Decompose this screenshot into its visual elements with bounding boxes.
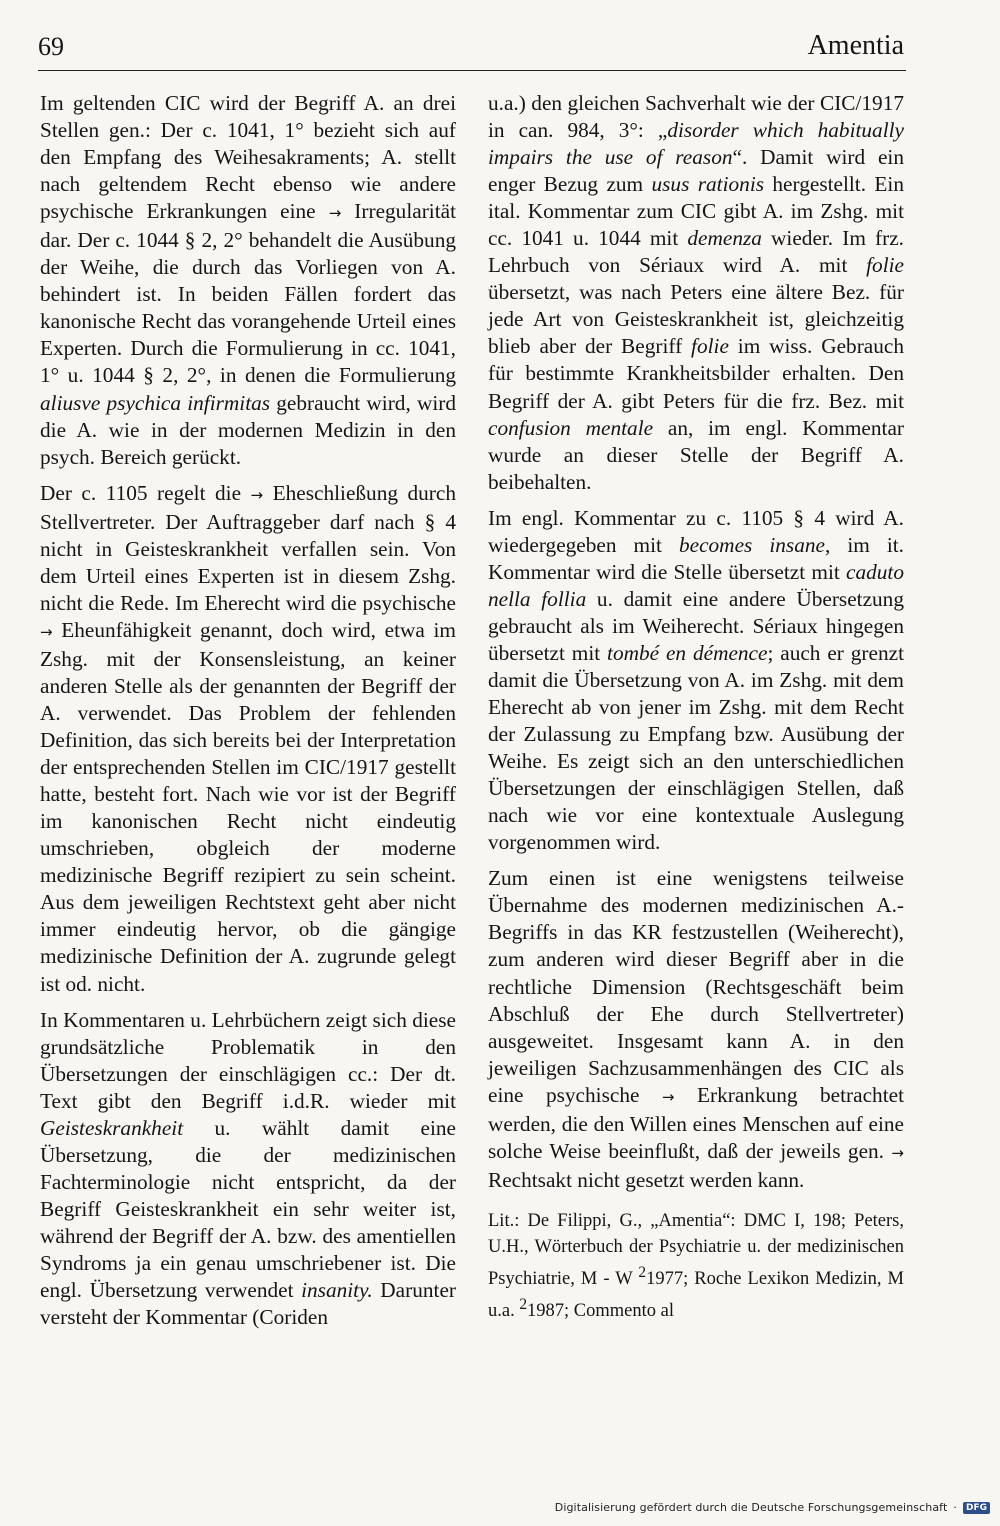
edition-superscript: 2 <box>519 1296 528 1314</box>
text-run: u.a.) den gleichen Sachverhalt wie der CIC/1917 in can. 984, 3°: „ <box>488 91 904 143</box>
paragraph <box>488 505 904 857</box>
text-run: hergestellt. Ein ital. Kommentar zum CIC gibt A. im Zshg. mit cc. 1041 u. 1044 mit <box>488 172 904 251</box>
italic-term: becomes insane <box>678 532 825 557</box>
text-run: 1977; Roche Lexikon Medizin, M u.a. <box>488 1269 904 1322</box>
italic-term: caduto nella follia <box>488 559 904 611</box>
text-run: an, im engl. Kommentar wurde an dieser Stelle der Begriff A. beibehalten. <box>488 415 904 494</box>
italic-term: aliusve psychica infirmitas <box>40 390 271 415</box>
text-run: gebraucht wird, wird die A. wie in der modernen Medizin in den psych. Bereich gerückt. <box>40 390 456 469</box>
text-run: Im engl. Kommentar zu c. 1105 § 4 wird A. wiedergegeben mit <box>488 505 904 557</box>
italic-term: insanity. <box>301 1278 373 1303</box>
text-run: Eheschließung durch Stellvertreter. Der Auftraggeber darf nach § 4 nicht in Geisteskrankheit verfallen sein. Von dem Urteil eines Experten ist in diesem Zshg. nicht die Rede. Im Eherecht wird die psychische <box>40 480 456 615</box>
edition-superscript: 2 <box>638 1263 647 1281</box>
paragraph <box>40 90 456 471</box>
text-run: In Kommentaren u. Lehrbüchern zeigt sich diese grundsätzliche Problematik in den Übersetzungen der einschlägigen cc.: Der dt. Text gibt den Begriff i.d.R. wieder mit <box>40 1007 456 1113</box>
footer-text: Digitalisierung gefördert durch die Deutsche Forschungsgemeinschaft <box>554 1501 948 1514</box>
italic-term: confusion mentale <box>488 415 654 440</box>
digitization-footer <box>555 1501 990 1514</box>
cross-reference-arrow-icon: → <box>328 204 342 223</box>
text-run: “. Damit wird ein enger Bezug zum <box>488 145 904 197</box>
italic-term: folie <box>691 334 729 359</box>
text-run: Irregularität dar. Der c. 1044 § 2, 2° behandelt die Ausübung der Weihe, die durch das Vorliegen von A. behindert ist. In beiden Fällen fordert das kanonische Recht das vorangehende Urteil eines Experten. Durch die Formulierung in cc. 1041, 1° u. 1044 § 2, 2°, in denen die Formulierung <box>40 199 456 388</box>
text-run: im wiss. Gebrauch für bestimmte Krankheitsbilder erhalten. Den Begriff der A. gibt Peters für die frz. Bez. mit <box>488 334 904 413</box>
text-run: Zum einen ist eine wenigstens teilweise Übernahme des modernen medizinischen A.-Begriffs in das KR festzustellen (Weiherecht), zum anderen wird dieser Begriff aber in die rechtliche Dimension (Rechtsgeschäft beim Abschluß der Ehe durch Stellvertreter) ausgeweitet. Insgesamt kann A. in den jeweiligen Sachzusammenhängen des CIC als eine psychische <box>488 866 904 1107</box>
paragraph <box>488 865 904 1194</box>
paragraph <box>40 480 456 998</box>
italic-term: Geisteskrankheit <box>40 1115 184 1140</box>
text-run: Im geltenden CIC wird der Begriff A. an drei Stellen gen.: Der c. 1041, 1° bezieht sich auf den Empfang des Weihesakraments; A. stellt nach geltendem Recht ebenso wie andere psychische Erkrankungen eine <box>40 91 456 224</box>
cross-reference-arrow-icon: → <box>891 1143 904 1162</box>
italic-term: usus rationis <box>651 172 765 197</box>
paragraph <box>488 90 904 496</box>
running-head: Amentia <box>807 30 904 61</box>
cross-reference-arrow-icon: → <box>250 485 264 504</box>
text-run: u. damit eine andere Übersetzung gebraucht als im Weiherecht. Sériaux hingegen übersetzt mit <box>488 586 904 665</box>
text-run: Rechtsakt nicht gesetzt werden kann. <box>488 1167 805 1192</box>
paragraph <box>40 1007 456 1332</box>
right-column <box>488 90 904 1333</box>
text-run: Erkrankung betrachtet werden, die den Willen eines Menschen auf eine solche Weise beeinflußt, daß der jeweils gen. <box>488 1082 904 1163</box>
italic-term: disorder which habitually impairs the use of reason <box>488 118 904 170</box>
text-run: u. wählt damit eine Übersetzung, die der medizinischen Fachterminologie nicht entspricht, da der Begriff Geisteskrankheit ein sehr weiter ist, während der Begriff der A. bzw. des amentiellen Syndroms ja ein genau umschriebener ist. Die engl. Übersetzung verwendet <box>40 1115 456 1303</box>
header-rule <box>38 70 906 71</box>
text-run: Der c. 1105 regelt die <box>40 480 251 505</box>
text-run: wieder. Im frz. Lehrbuch von Sériaux wird A. mit <box>488 226 904 278</box>
footer-separator: · <box>953 1501 957 1514</box>
cross-reference-arrow-icon: → <box>40 622 53 641</box>
literature-references <box>488 1208 904 1324</box>
text-run: , im it. Kommentar wird die Stelle übersetzt mit <box>488 532 904 584</box>
text-run: 1987; Commento al <box>527 1301 675 1322</box>
text-run: Darunter versteht der Kommentar (Coriden <box>40 1278 456 1330</box>
italic-term: folie <box>866 253 904 278</box>
text-run: übersetzt, was nach Peters eine ältere Bez. für jede Art von Geisteskrankheit ist, gleichzeitig blieb aber der Begriff <box>488 280 904 359</box>
cross-reference-arrow-icon: → <box>661 1087 675 1106</box>
italic-term: tombé en démence <box>607 640 768 665</box>
page-number: 69 <box>38 32 64 61</box>
italic-term: demenza <box>687 226 762 251</box>
text-run: Lit.: De Filippi, G., „Amentia“: DMC I, 198; Peters, U.H., Wörterbuch der Psychiatrie u. der medizinischen Psychiatrie, M - W <box>488 1210 904 1290</box>
text-run: Eheunfähigkeit genannt, doch wird, etwa im Zshg. mit der Konsensleistung, an keiner anderen Stelle als der genannten der Begriff der A. verwendet. Das Problem der fehlenden Definition, das sich bereits bei der Interpretation der entsprechenden Stellen im CIC/1917 gestellt hatte, besteht fort. Nach wie vor ist der Begriff im kanonischen Recht nicht eindeutig umschrieben, obgleich der moderne medizinische Begriff rezipiert zu sein scheint. Aus dem jeweiligen Rechtstext geht aber nicht immer eindeutig hervor, ob die gängige medizinische Definition der A. zugrunde gelegt ist od. nicht. <box>40 617 456 996</box>
left-column <box>40 90 456 1340</box>
dfg-logo: DFG <box>963 1502 990 1514</box>
text-run: ; auch er grenzt damit die Übersetzung von A. im Zshg. mit dem Eherecht ab von jener im Zshg. mit dem Recht der Zulassung zu Empfang bzw. Ausübung der Weihe. Es zeigt sich an den unterschiedlichen Übersetzungen der einschlägigen Stellen, daß nach wie vor eine kontextuale Auslegung vorgenommen wird. <box>488 640 904 855</box>
